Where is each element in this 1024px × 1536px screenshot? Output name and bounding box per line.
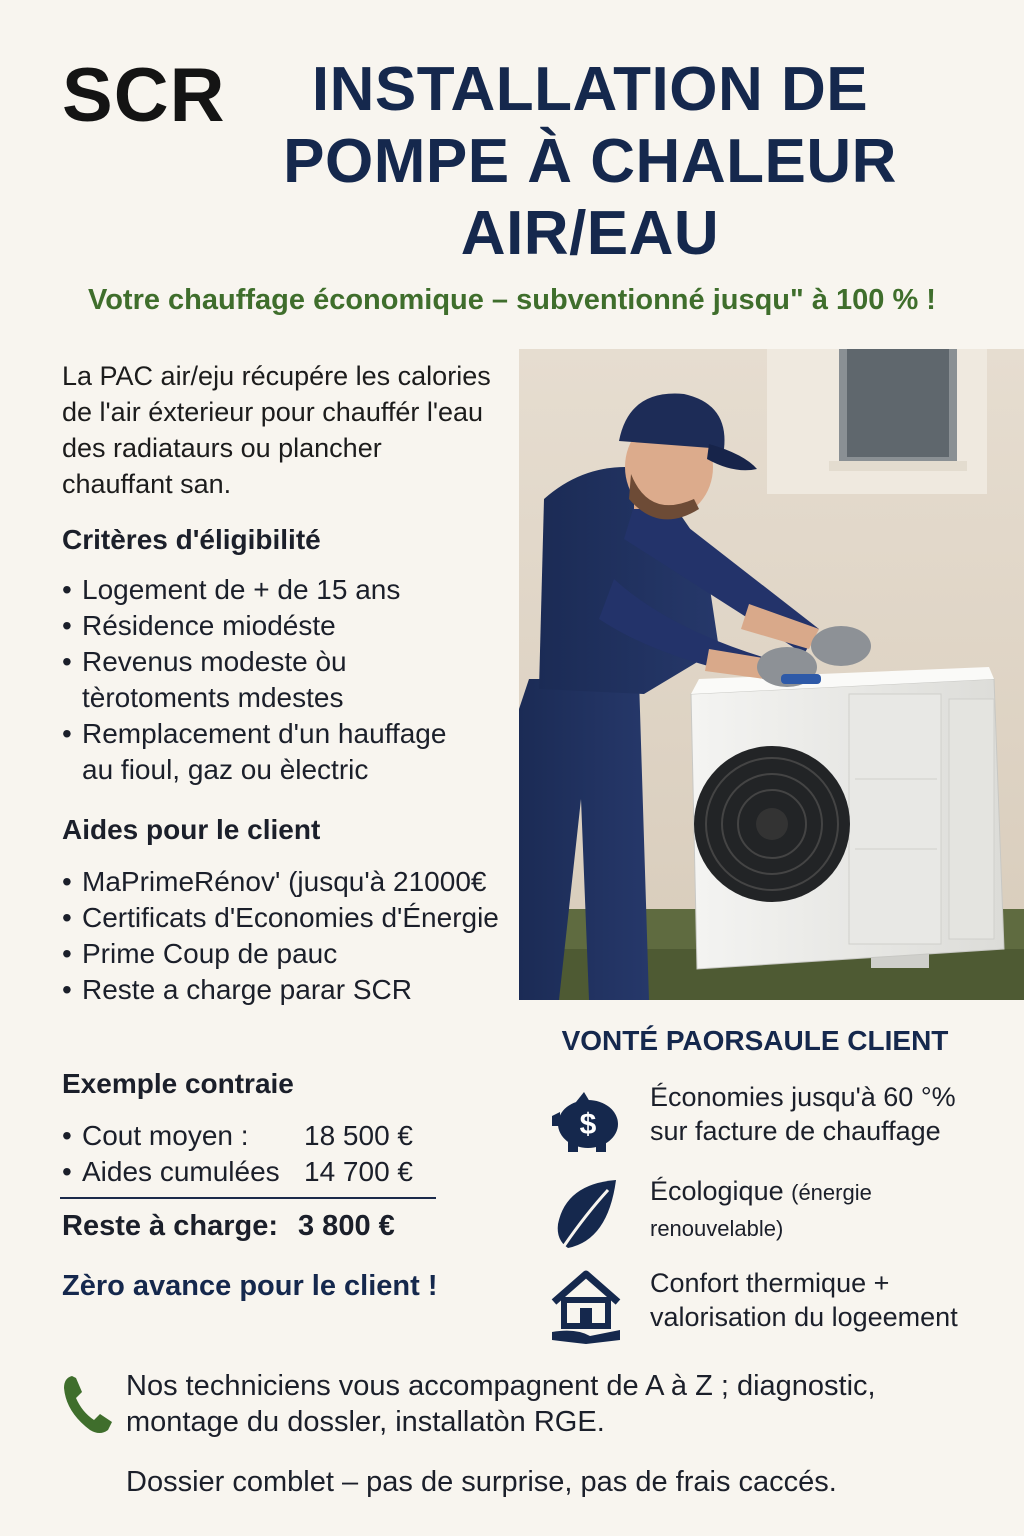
aids-list [62, 864, 512, 1008]
benefits-title: VONTÉ PAORSAULE CLIENT [561, 1025, 949, 1056]
svg-text:$: $ [579, 1108, 597, 1141]
benefit-comfort [546, 1266, 1000, 1346]
footer-support-text: Nos techniciens vous accompagnent de A à Z ; diagnostic, montage du dossler, installatòn RGE. [126, 1370, 876, 1438]
intro-paragraph: La PAC air/eju récupére les calories de l'air éxterieur pour chauffér l'eau des radiataurs ou plancher chauffant san. [62, 361, 491, 499]
price-label: • Aides cumulées [82, 1156, 280, 1187]
list-item: • Reste a charge parar SCR [62, 972, 512, 1008]
house-hand-icon [546, 1266, 626, 1346]
list-item [62, 1154, 502, 1190]
list-item: • Revenus modeste òu tèrotoments mdestes [62, 644, 482, 716]
price-value: 14 700 € [304, 1156, 413, 1187]
title-line-2: POMPE À CHALEUR [283, 127, 897, 196]
zero-advance: Zèro avance pour le client ! [62, 1270, 438, 1302]
brand-logo: SCR [62, 53, 226, 138]
remaining-cost-label: Reste à charge: [62, 1210, 278, 1242]
list-item: • Prime Coup de pauc [62, 936, 512, 972]
benefit-ecology [546, 1174, 1000, 1254]
price-value: 18 500 € [304, 1120, 413, 1151]
benefit-ecology-note: (énergie renouvelable) [650, 1180, 872, 1241]
benefit-comfort-text: Confort thermique + valorisation du logeement [650, 1268, 958, 1332]
benefit-savings-text: Économies jusqu'à 60 °% sur facture de chauffage [650, 1082, 956, 1146]
price-label: • Cout moyen : [82, 1120, 249, 1151]
technician-illustration [519, 349, 1024, 1000]
list-item: • Résidence miodéste [62, 608, 482, 644]
example-list [62, 1118, 502, 1190]
technician-photo [519, 349, 1024, 1000]
example-title: Exemple contraie [62, 1068, 294, 1099]
remaining-cost [62, 1210, 395, 1243]
list-item [62, 1118, 502, 1154]
title-line-1: INSTALLATION DE [311, 55, 869, 124]
list-item: • Certificats d'Economies d'Énergie [62, 900, 512, 936]
page-title [240, 54, 940, 270]
list-item: • Logement de + de 15 ans [62, 572, 482, 608]
remaining-cost-value: 3 800 € [298, 1210, 395, 1242]
subtitle: Votre chauffage économique – subventionné jusqu" à 100 % ! [88, 284, 936, 316]
phone-icon [60, 1372, 114, 1438]
divider [60, 1197, 436, 1199]
benefit-ecology-label: Écologique [650, 1176, 784, 1206]
benefit-savings [546, 1080, 1000, 1160]
piggy-bank-dollar-icon [546, 1080, 626, 1160]
eligibility-list [62, 572, 482, 788]
list-item: • Remplacement d'un hauffage au fioul, gaz ou èlectric [62, 716, 482, 788]
footer-guarantee-text: Dossier comblet – pas de surprise, pas de frais caccés. [126, 1466, 837, 1498]
aids-title: Aides pour le client [62, 814, 321, 845]
leaf-icon [546, 1174, 626, 1254]
list-item: • MaPrimeRénov' (jusqu'à 21000€ [62, 864, 512, 900]
title-line-3: AIR/EAU [460, 199, 720, 268]
eligibility-title: Critères d'éligibilité [62, 524, 321, 555]
benefit-ecology-text [650, 1174, 1000, 1246]
